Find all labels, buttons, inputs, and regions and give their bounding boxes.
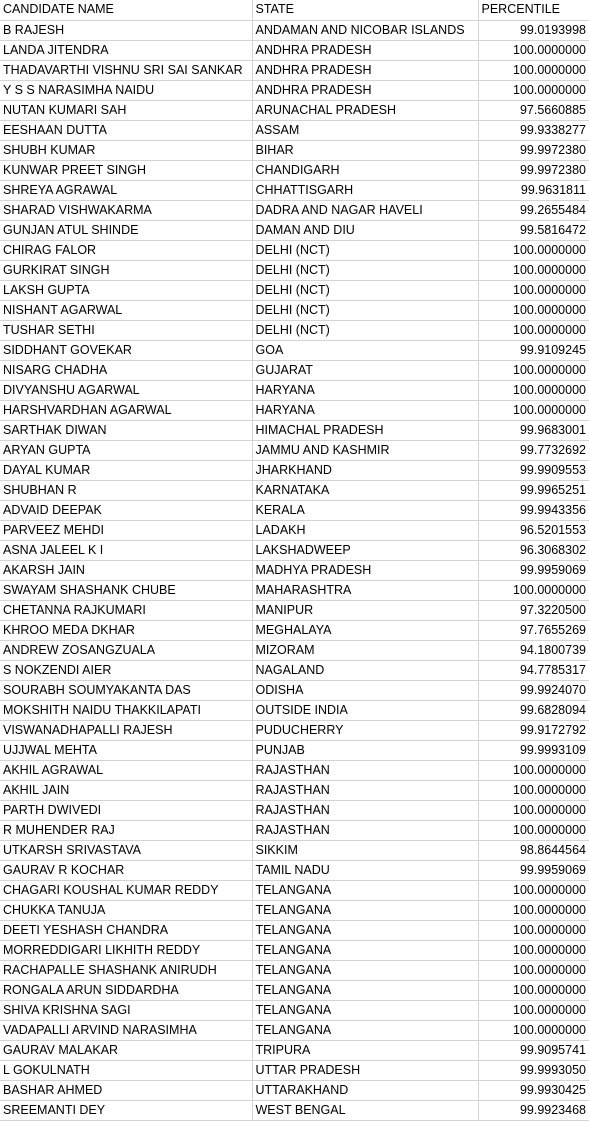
cell-state[interactable]: UTTARAKHAND [252, 1080, 478, 1100]
table-row [0, 220, 589, 240]
cell-candidate-name[interactable]: CHUKKA TANUJA [0, 900, 252, 920]
cell-candidate-name[interactable]: PARTH DWIVEDI [0, 800, 252, 820]
cell-percentile[interactable]: 100.0000000 [478, 260, 589, 280]
cell-percentile[interactable]: 100.0000000 [478, 940, 589, 960]
cell-percentile[interactable]: 94.1800739 [478, 640, 589, 660]
cell-percentile[interactable]: 99.9959069 [478, 860, 589, 880]
table-row [0, 1100, 589, 1120]
table-row [0, 760, 589, 780]
cell-state[interactable]: MADHYA PRADESH [252, 560, 478, 580]
cell-state[interactable]: TELANGANA [252, 920, 478, 940]
cell-state[interactable]: WEST BENGAL [252, 1100, 478, 1120]
cell-candidate-name[interactable]: DIVYANSHU AGARWAL [0, 380, 252, 400]
cell-state[interactable]: RAJASTHAN [252, 780, 478, 800]
table-row [0, 1060, 589, 1080]
table-row [0, 120, 589, 140]
cell-percentile[interactable]: 99.7732692 [478, 440, 589, 460]
cell-percentile[interactable]: 94.7785317 [478, 660, 589, 680]
table-row [0, 820, 589, 840]
cell-candidate-name[interactable]: HARSHVARDHAN AGARWAL [0, 400, 252, 420]
cell-state[interactable]: TELANGANA [252, 980, 478, 1000]
cell-state[interactable]: DADRA AND NAGAR HAVELI [252, 200, 478, 220]
cell-candidate-name[interactable]: SHIVA KRISHNA SAGI [0, 1000, 252, 1020]
cell-state[interactable]: JAMMU AND KASHMIR [252, 440, 478, 460]
cell-state[interactable]: RAJASTHAN [252, 760, 478, 780]
header-state[interactable]: STATE [252, 0, 478, 20]
table-row [0, 680, 589, 700]
table-row [0, 740, 589, 760]
cell-candidate-name[interactable]: CHAGARI KOUSHAL KUMAR REDDY [0, 880, 252, 900]
cell-percentile[interactable]: 99.6828094 [478, 700, 589, 720]
cell-state[interactable]: HIMACHAL PRADESH [252, 420, 478, 440]
cell-percentile[interactable]: 100.0000000 [478, 880, 589, 900]
cell-state[interactable]: TELANGANA [252, 1000, 478, 1020]
cell-state[interactable]: HARYANA [252, 400, 478, 420]
cell-percentile[interactable]: 100.0000000 [478, 320, 589, 340]
table-row [0, 100, 589, 120]
table-row [0, 260, 589, 280]
cell-percentile[interactable]: 99.9109245 [478, 340, 589, 360]
cell-state[interactable]: LAKSHADWEEP [252, 540, 478, 560]
cell-percentile[interactable]: 99.9095741 [478, 1040, 589, 1060]
cell-percentile[interactable]: 100.0000000 [478, 760, 589, 780]
cell-percentile[interactable]: 99.9965251 [478, 480, 589, 500]
cell-percentile[interactable]: 99.9909553 [478, 460, 589, 480]
cell-state[interactable]: MAHARASHTRA [252, 580, 478, 600]
table-row [0, 1000, 589, 1020]
cell-candidate-name[interactable]: L GOKULNATH [0, 1060, 252, 1080]
table-row [0, 660, 589, 680]
cell-candidate-name[interactable]: RONGALA ARUN SIDDARDHA [0, 980, 252, 1000]
table-row [0, 560, 589, 580]
cell-percentile[interactable]: 99.5816472 [478, 220, 589, 240]
cell-candidate-name[interactable]: NISARG CHADHA [0, 360, 252, 380]
cell-state[interactable]: DAMAN AND DIU [252, 220, 478, 240]
cell-candidate-name[interactable]: AKHIL AGRAWAL [0, 760, 252, 780]
table-row [0, 320, 589, 340]
cell-percentile[interactable]: 100.0000000 [478, 960, 589, 980]
header-percentile[interactable]: PERCENTILE [478, 0, 589, 20]
cell-state[interactable]: KERALA [252, 500, 478, 520]
cell-candidate-name[interactable]: CHETANNA RAJKUMARI [0, 600, 252, 620]
cell-state[interactable]: TELANGANA [252, 880, 478, 900]
table-row [0, 800, 589, 820]
table-row [0, 1040, 589, 1060]
table-row [0, 180, 589, 200]
cell-state[interactable]: DELHI (NCT) [252, 280, 478, 300]
cell-candidate-name[interactable]: B RAJESH [0, 20, 252, 40]
table-row [0, 420, 589, 440]
table-row [0, 780, 589, 800]
cell-state[interactable]: LADAKH [252, 520, 478, 540]
cell-percentile[interactable]: 97.3220500 [478, 600, 589, 620]
cell-percentile[interactable]: 100.0000000 [478, 40, 589, 60]
cell-candidate-name[interactable]: UJJWAL MEHTA [0, 740, 252, 760]
table-row [0, 640, 589, 660]
table-row [0, 1020, 589, 1040]
cell-state[interactable]: TELANGANA [252, 940, 478, 960]
table-row [0, 600, 589, 620]
cell-candidate-name[interactable]: DEETI YESHASH CHANDRA [0, 920, 252, 940]
header-candidate-name[interactable]: CANDIDATE NAME [0, 0, 252, 20]
cell-percentile[interactable]: 99.9972380 [478, 140, 589, 160]
cell-candidate-name[interactable]: KHROO MEDA DKHAR [0, 620, 252, 640]
table-row [0, 520, 589, 540]
cell-candidate-name[interactable]: LAKSH GUPTA [0, 280, 252, 300]
cell-state[interactable]: TELANGANA [252, 900, 478, 920]
cell-candidate-name[interactable]: NUTAN KUMARI SAH [0, 100, 252, 120]
table-row [0, 500, 589, 520]
cell-percentile[interactable]: 100.0000000 [478, 360, 589, 380]
cell-candidate-name[interactable]: GURKIRAT SINGH [0, 260, 252, 280]
table-row [0, 380, 589, 400]
cell-percentile[interactable]: 100.0000000 [478, 380, 589, 400]
cell-percentile[interactable]: 100.0000000 [478, 920, 589, 940]
cell-state[interactable]: BIHAR [252, 140, 478, 160]
cell-candidate-name[interactable]: THADAVARTHI VISHNU SRI SAI SANKAR [0, 60, 252, 80]
table-row [0, 20, 589, 40]
cell-state[interactable]: DELHI (NCT) [252, 300, 478, 320]
table-row [0, 1080, 589, 1100]
table-row [0, 480, 589, 500]
cell-percentile[interactable]: 100.0000000 [478, 820, 589, 840]
cell-state[interactable]: DELHI (NCT) [252, 240, 478, 260]
header-row [0, 0, 589, 20]
cell-state[interactable]: TRIPURA [252, 1040, 478, 1060]
cell-candidate-name[interactable]: EESHAAN DUTTA [0, 120, 252, 140]
table-row [0, 900, 589, 920]
cell-percentile[interactable]: 99.2655484 [478, 200, 589, 220]
cell-percentile[interactable]: 99.0193998 [478, 20, 589, 40]
cell-percentile[interactable]: 100.0000000 [478, 780, 589, 800]
cell-percentile[interactable]: 100.0000000 [478, 1000, 589, 1020]
cell-state[interactable]: MIZORAM [252, 640, 478, 660]
cell-candidate-name[interactable]: CHIRAG FALOR [0, 240, 252, 260]
cell-percentile[interactable]: 100.0000000 [478, 240, 589, 260]
cell-candidate-name[interactable]: ASNA JALEEL K I [0, 540, 252, 560]
cell-candidate-name[interactable]: SIDDHANT GOVEKAR [0, 340, 252, 360]
table-row [0, 80, 589, 100]
cell-candidate-name[interactable]: SHARAD VISHWAKARMA [0, 200, 252, 220]
cell-candidate-name[interactable]: AKARSH JAIN [0, 560, 252, 580]
cell-percentile[interactable]: 100.0000000 [478, 280, 589, 300]
cell-percentile[interactable]: 97.5660885 [478, 100, 589, 120]
cell-candidate-name[interactable]: SHUBHAN R [0, 480, 252, 500]
cell-state[interactable]: OUTSIDE INDIA [252, 700, 478, 720]
cell-percentile[interactable]: 99.9993050 [478, 1060, 589, 1080]
cell-candidate-name[interactable]: VADAPALLI ARVIND NARASIMHA [0, 1020, 252, 1040]
cell-candidate-name[interactable]: ANDREW ZOSANGZUALA [0, 640, 252, 660]
cell-state[interactable]: TAMIL NADU [252, 860, 478, 880]
table-row [0, 360, 589, 380]
cell-percentile[interactable]: 96.5201553 [478, 520, 589, 540]
cell-percentile[interactable]: 100.0000000 [478, 580, 589, 600]
cell-candidate-name[interactable]: SOURABH SOUMYAKANTA DAS [0, 680, 252, 700]
cell-candidate-name[interactable]: GAURAV MALAKAR [0, 1040, 252, 1060]
cell-candidate-name[interactable]: SARTHAK DIWAN [0, 420, 252, 440]
cell-percentile[interactable]: 100.0000000 [478, 80, 589, 100]
cell-candidate-name[interactable]: ARYAN GUPTA [0, 440, 252, 460]
cell-state[interactable]: SIKKIM [252, 840, 478, 860]
cell-state[interactable]: MEGHALAYA [252, 620, 478, 640]
cell-state[interactable]: JHARKHAND [252, 460, 478, 480]
cell-percentile[interactable]: 99.9930425 [478, 1080, 589, 1100]
table-row [0, 840, 589, 860]
cell-percentile[interactable]: 100.0000000 [478, 60, 589, 80]
table-row [0, 620, 589, 640]
cell-percentile[interactable]: 99.9923468 [478, 1100, 589, 1120]
cell-candidate-name[interactable]: LANDA JITENDRA [0, 40, 252, 60]
cell-candidate-name[interactable]: S NOKZENDI AIER [0, 660, 252, 680]
cell-state[interactable]: RAJASTHAN [252, 800, 478, 820]
cell-candidate-name[interactable]: GAURAV R KOCHAR [0, 860, 252, 880]
cell-candidate-name[interactable]: Y S S NARASIMHA NAIDU [0, 80, 252, 100]
cell-candidate-name[interactable]: VISWANADHAPALLI RAJESH [0, 720, 252, 740]
cell-state[interactable]: CHANDIGARH [252, 160, 478, 180]
cell-percentile[interactable]: 99.9959069 [478, 560, 589, 580]
table-row [0, 940, 589, 960]
cell-candidate-name[interactable]: MOKSHITH NAIDU THAKKILAPATI [0, 700, 252, 720]
table-row [0, 340, 589, 360]
cell-state[interactable]: GUJARAT [252, 360, 478, 380]
table-row [0, 700, 589, 720]
table-row [0, 140, 589, 160]
cell-percentile[interactable]: 99.9972380 [478, 160, 589, 180]
cell-candidate-name[interactable]: SHREYA AGRAWAL [0, 180, 252, 200]
cell-candidate-name[interactable]: DAYAL KUMAR [0, 460, 252, 480]
cell-percentile[interactable]: 97.7655269 [478, 620, 589, 640]
cell-state[interactable]: DELHI (NCT) [252, 260, 478, 280]
cell-candidate-name[interactable]: RACHAPALLE SHASHANK ANIRUDH [0, 960, 252, 980]
cell-state[interactable]: UTTAR PRADESH [252, 1060, 478, 1080]
cell-percentile[interactable]: 99.9943356 [478, 500, 589, 520]
cell-candidate-name[interactable]: MORREDDIGARI LIKHITH REDDY [0, 940, 252, 960]
cell-candidate-name[interactable]: NISHANT AGARWAL [0, 300, 252, 320]
table-row [0, 880, 589, 900]
cell-state[interactable]: NAGALAND [252, 660, 478, 680]
cell-percentile[interactable]: 100.0000000 [478, 1020, 589, 1040]
cell-candidate-name[interactable]: ADVAID DEEPAK [0, 500, 252, 520]
cell-percentile[interactable]: 96.3068302 [478, 540, 589, 560]
cell-state[interactable]: RAJASTHAN [252, 820, 478, 840]
cell-state[interactable]: HARYANA [252, 380, 478, 400]
cell-candidate-name[interactable]: GUNJAN ATUL SHINDE [0, 220, 252, 240]
table-row [0, 400, 589, 420]
cell-state[interactable]: ANDHRA PRADESH [252, 40, 478, 60]
cell-candidate-name[interactable]: BASHAR AHMED [0, 1080, 252, 1100]
cell-candidate-name[interactable]: KUNWAR PREET SINGH [0, 160, 252, 180]
table-row [0, 460, 589, 480]
cell-state[interactable]: PUNJAB [252, 740, 478, 760]
cell-percentile[interactable]: 99.9631811 [478, 180, 589, 200]
cell-state[interactable]: ANDHRA PRADESH [252, 60, 478, 80]
table-row [0, 280, 589, 300]
cell-state[interactable]: ARUNACHAL PRADESH [252, 100, 478, 120]
cell-candidate-name[interactable]: R MUHENDER RAJ [0, 820, 252, 840]
cell-state[interactable]: ASSAM [252, 120, 478, 140]
cell-percentile[interactable]: 100.0000000 [478, 800, 589, 820]
cell-state[interactable]: CHHATTISGARH [252, 180, 478, 200]
cell-candidate-name[interactable]: TUSHAR SETHI [0, 320, 252, 340]
table-row [0, 960, 589, 980]
table-row [0, 920, 589, 940]
cell-state[interactable]: TELANGANA [252, 1020, 478, 1040]
cell-state[interactable]: TELANGANA [252, 960, 478, 980]
cell-percentile[interactable]: 100.0000000 [478, 980, 589, 1000]
cell-state[interactable]: GOA [252, 340, 478, 360]
cell-state[interactable]: KARNATAKA [252, 480, 478, 500]
cell-percentile[interactable]: 99.9172792 [478, 720, 589, 740]
table-row [0, 160, 589, 180]
cell-percentile[interactable]: 100.0000000 [478, 900, 589, 920]
cell-percentile[interactable]: 98.8644564 [478, 840, 589, 860]
cell-state[interactable]: PUDUCHERRY [252, 720, 478, 740]
table-row [0, 980, 589, 1000]
table-row [0, 720, 589, 740]
cell-candidate-name[interactable]: AKHIL JAIN [0, 780, 252, 800]
cell-state[interactable]: ODISHA [252, 680, 478, 700]
cell-candidate-name[interactable]: SHUBH KUMAR [0, 140, 252, 160]
table-row [0, 300, 589, 320]
cell-percentile[interactable]: 99.9993109 [478, 740, 589, 760]
cell-state[interactable]: MANIPUR [252, 600, 478, 620]
cell-state[interactable]: ANDHRA PRADESH [252, 80, 478, 100]
table-row [0, 200, 589, 220]
table-row [0, 60, 589, 80]
cell-percentile[interactable]: 99.9338277 [478, 120, 589, 140]
cell-percentile[interactable]: 100.0000000 [478, 400, 589, 420]
cell-state[interactable]: DELHI (NCT) [252, 320, 478, 340]
table-row [0, 860, 589, 880]
cell-percentile[interactable]: 99.9683001 [478, 420, 589, 440]
cell-candidate-name[interactable]: SREEMANTI DEY [0, 1100, 252, 1120]
cell-percentile[interactable]: 99.9924070 [478, 680, 589, 700]
cell-candidate-name[interactable]: PARVEEZ MEHDI [0, 520, 252, 540]
cell-candidate-name[interactable]: UTKARSH SRIVASTAVA [0, 840, 252, 860]
table-row [0, 40, 589, 60]
table-row [0, 540, 589, 560]
cell-candidate-name[interactable]: SWAYAM SHASHANK CHUBE [0, 580, 252, 600]
cell-percentile[interactable]: 100.0000000 [478, 300, 589, 320]
table-row [0, 580, 589, 600]
table-row [0, 440, 589, 460]
table-row [0, 240, 589, 260]
cell-state[interactable]: ANDAMAN AND NICOBAR ISLANDS [252, 20, 478, 40]
